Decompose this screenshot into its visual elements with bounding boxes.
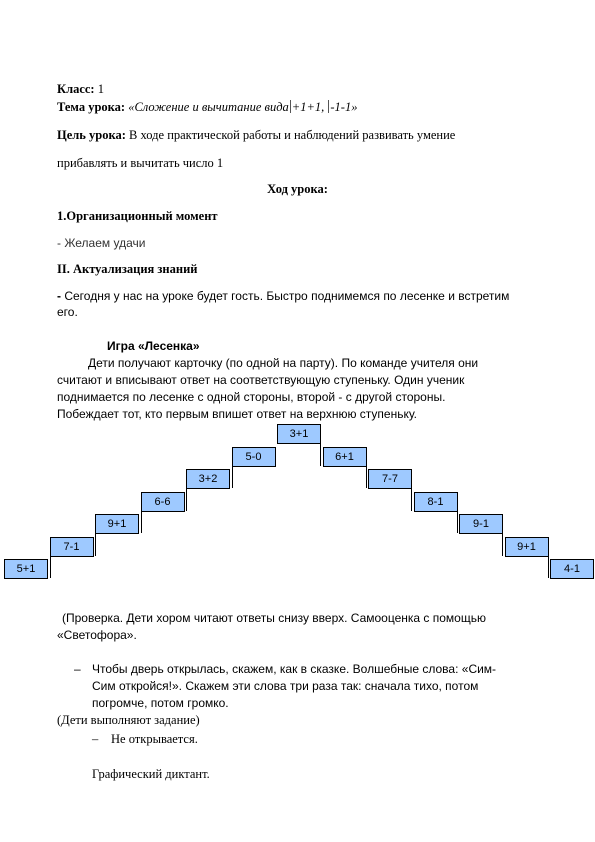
bullet-dash-2: – — [92, 732, 99, 746]
stair-step: 9-1 — [459, 514, 503, 534]
topic-line — [57, 100, 357, 115]
stair-riser — [95, 533, 96, 556]
game-title: Игра «Лесенка» — [107, 339, 200, 353]
stair-riser — [50, 556, 51, 579]
not-open-text: Не открывается. — [111, 732, 198, 746]
topic-value-c: -1-1» — [330, 100, 358, 114]
stair-step: 8-1 — [414, 492, 458, 512]
class-line — [57, 82, 104, 97]
topic-value-b: +1+1, — [291, 100, 325, 114]
dictation-text: Графический диктант. — [92, 767, 210, 781]
section2-title: II. Актуализация знаний — [57, 262, 198, 276]
stair-step: 6+1 — [323, 447, 367, 467]
topic-value-a: «Сложение и вычитание вида — [125, 100, 289, 114]
stair-riser — [502, 533, 503, 556]
stair-step: 9+1 — [505, 537, 549, 557]
class-label: Класс: — [57, 82, 95, 96]
stair-riser — [320, 443, 321, 466]
goal-label: Цель урока: — [57, 128, 126, 142]
bullet-dash: – — [74, 662, 81, 676]
section1-title: 1.Организационный момент — [57, 209, 218, 223]
game-line-3: поднимается по лесенке с одной стороны, второй - с другой стороны. — [57, 390, 446, 404]
section2-dash: - — [57, 289, 61, 303]
section1-text: - Желаем удачи — [57, 236, 146, 250]
bullet-line-3: погромче, потом громко. — [92, 696, 229, 710]
bullet-line-2: Сим откройся!». Скажем эти слова три раза так: сначала тихо, потом — [92, 679, 479, 693]
stair-step: 7-1 — [50, 537, 94, 557]
topic-label: Тема урока: — [57, 100, 126, 114]
class-value: 1 — [94, 82, 104, 96]
stair-step: 6-6 — [141, 492, 185, 512]
stair-riser — [186, 488, 187, 511]
section2-line-2: его. — [57, 305, 78, 319]
stair-step: 4-1 — [550, 559, 594, 579]
stair-step: 7-7 — [368, 469, 412, 489]
stair-riser — [141, 511, 142, 534]
section2-line-1 — [57, 289, 509, 304]
game-line-1: Дети получают карточку (по одной на парту). По команде учителя они — [88, 356, 479, 370]
goal-line-1 — [57, 128, 455, 143]
stair-step: 3+2 — [186, 469, 230, 489]
check-line-2: «Светофора». — [57, 628, 137, 642]
stair-step: 5-0 — [232, 447, 276, 467]
stair-riser — [457, 511, 458, 534]
game-line-2: считают и вписывают ответ на соответствующую ступеньку. Один ученик — [57, 373, 465, 387]
goal-text-1: В ходе практической работы и наблюдений развивать умение — [125, 128, 456, 142]
stair-riser — [411, 488, 412, 511]
stair-riser — [548, 556, 549, 579]
stair-riser — [232, 466, 233, 489]
stair-step: 9+1 — [95, 514, 139, 534]
stair-step: 5+1 — [4, 559, 48, 579]
bullet-line-1: Чтобы дверь открылась, скажем, как в сказке. Волшебные слова: «Сим- — [92, 662, 497, 676]
bracket-mark — [290, 100, 291, 113]
section2-text-1: Сегодня у нас на уроке будет гость. Быстро поднимемся по лесенке и встретим — [61, 289, 510, 303]
stair-riser — [366, 466, 367, 489]
game-line-4: Побеждает тот, кто первым впишет ответ на верхнюю ступеньку. — [57, 407, 417, 421]
stair-step: 3+1 — [277, 424, 321, 444]
check-line-1: (Проверка. Дети хором читают ответы снизу вверх. Самооценка с помощью — [62, 611, 486, 625]
course-title: Ход урока: — [267, 182, 328, 196]
goal-line-2: прибавлять и вычитать число 1 — [57, 156, 224, 170]
task-note: (Дети выполняют задание) — [57, 713, 200, 727]
